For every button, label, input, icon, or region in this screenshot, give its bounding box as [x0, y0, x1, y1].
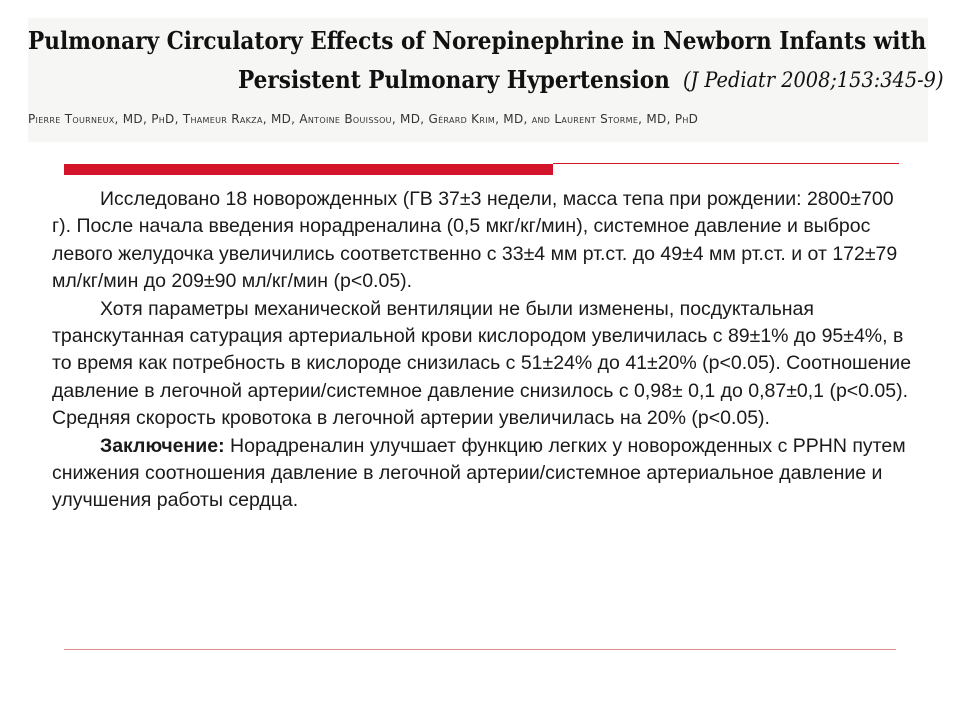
article-title-line2: Persistent Pulmonary Hypertension	[238, 65, 670, 94]
journal-citation: (J Pediatr 2008;153:345-9)	[683, 68, 944, 92]
conclusion-text: Норадреналин улучшает функцию легких у новорожденных с PPHN путем снижения соотношения давление в легочной артерии/системное артериальное давление и улучшения работы сердца.	[52, 434, 906, 512]
results-paragraph-2: Хотя параметры механической вентиляции не были изменены, посдуктальная транскутанная сатурация артериальной крови кислородом увеличилась с 89±1% до 95±4%, в то время как потребность в кислороде снизилась с 51±24% до 41±20% (p<0.05). Соотношение давление в легочной артерии/системное давление снизилось с 0,98± 0,1 до 0,87±0,1 (p<0.05). Средняя скорость кровотока в легочной артерии увеличилась на 20% (p<0.05).	[52, 297, 912, 430]
results-paragraph-1: Исследовано 18 новорожденных (ГВ 37±3 недели, масса тепа при рождении: 2800±700 г). После начала введения норадреналина (0,5 мкг/кг/мин), системное давление и выброс левого желудочка увеличились соответственно с 33±4 мм рт.ст. до 49±4 мм рт.ст. и от 172±79 мл/кг/мин до 209±90 мл/кг/мин (p<0.05).	[52, 188, 898, 293]
accent-line	[553, 163, 899, 164]
conclusion-paragraph	[52, 433, 914, 515]
conclusion-label: Заключение:	[100, 434, 225, 457]
article-title-line1: Pulmonary Circulatory Effects of Norepinephrine in Newborn Infants with	[28, 26, 927, 55]
footer-divider	[64, 649, 896, 650]
slide-body	[52, 186, 914, 515]
article-header-image	[28, 18, 944, 142]
author-list: Pierre Tourneux, MD, PhD, Thameur Rakza, MD, Antoine Bouissou, MD, Gérard Krim, MD, and Laurent Storme, MD, PhD	[28, 112, 699, 126]
accent-bar	[64, 164, 553, 175]
